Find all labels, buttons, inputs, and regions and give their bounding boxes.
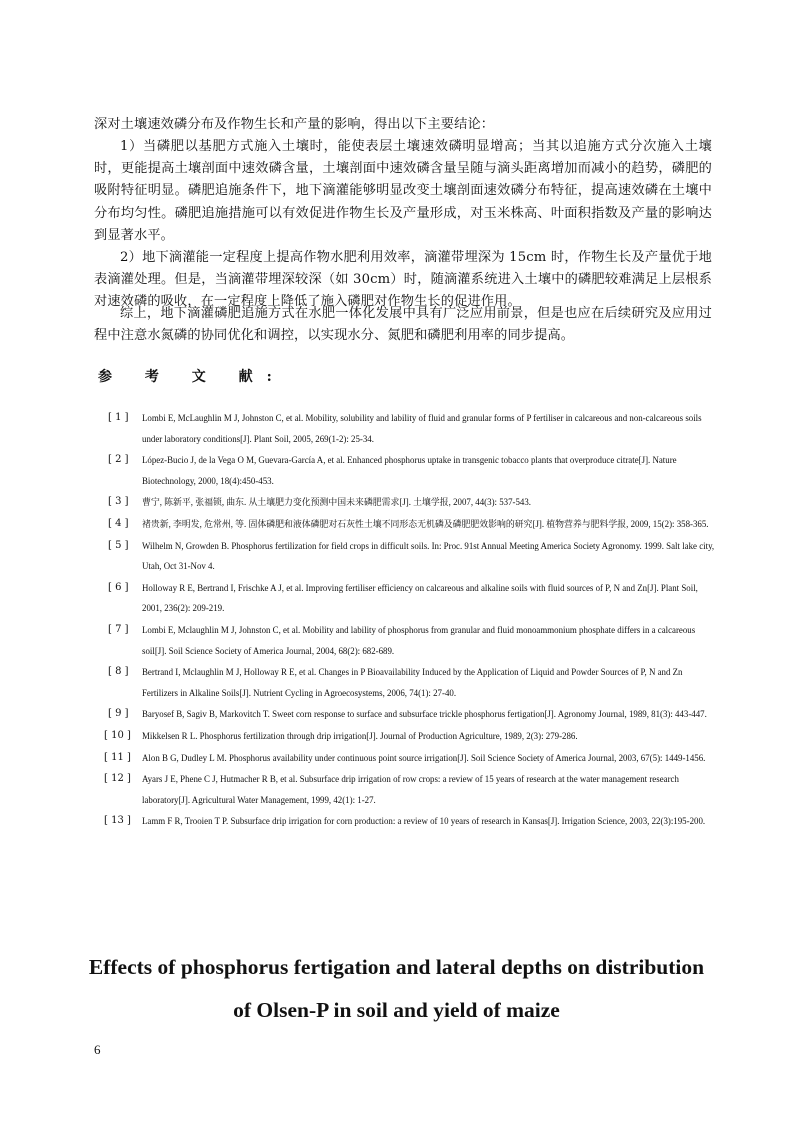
reference-text: Mikkelsen R L. Phosphorus fertilization through drip irrigation[J]. Journal of Production Agriculture, 1989, 2(3): 279-286. [142, 730, 578, 741]
conclusion-paragraph-2: 2）地下滴灌能一定程度上提高作物水肥利用效率，滴灌带埋深为 15cm 时，作物生长及产量优于地表滴灌处理。但是，当滴灌带埋深较深（如 30cm）时，随滴灌系统进入土壤中的磷肥较难满足上层根系对速效磷的吸收，在一定程度上降低了施入磷肥对作物生长的促进作用。 [94, 250, 712, 310]
reference-number: [ 2 ] [108, 454, 129, 466]
reference-item [108, 662, 720, 703]
reference-item [104, 748, 720, 769]
reference-text: Bertrand I, Mclaughlin M J, Holloway R E, et al. Changes in P Bioavailability Induced by the Application of Liquid and Powder Sources of P, N and Zn Fertilizers in Alkaline Soils[J]. Nutrient Cycling in Agroecosystems, 2006, 74(1): 27-40. [142, 667, 683, 698]
references-heading: 参 考 文 献: [98, 369, 286, 385]
reference-item [108, 536, 720, 577]
intro-paragraph: 深对土壤速效磷分布及作物生长和产量的影响，得出以下主要结论： [94, 117, 495, 132]
reference-item [108, 450, 720, 491]
reference-item [108, 704, 720, 725]
page-number: 6 [94, 1042, 101, 1057]
reference-item [108, 408, 720, 449]
reference-text: Ayars J E, Phene C J, Hutmacher R B, et al. Subsurface drip irrigation of row crops: a review of 15 years of research at the water management research laboratory[J]. Agricultural Water Management, 1999, 42(1): 1-27. [142, 774, 679, 805]
reference-number: [ 7 ] [108, 623, 129, 635]
reference-text: Baryosef B, Sagiv B, Markovitch T. Sweet corn response to surface and subsurface trickle phosphorus fertigation[J]. Agronomy Journal, 1989, 81(3): 443-447. [142, 709, 707, 720]
reference-text: Lombi E, McLaughlin M J, Johnston C, et al. Mobility, solubility and lability of fluid and granular forms of P fertiliser in calcareous and non-calcareous soils under laboratory conditions[J]. Plant Soil, 2005, 269(1-2): 25-34. [142, 413, 702, 444]
reference-item [108, 492, 720, 513]
reference-text: Lombi E, Mclaughlin M J, Johnston C, et al. Mobility and lability of phosphorus from granular and fluid monoammonium phosphate differs in a calcareous soil[J]. Soil Science Society of America Journal, 2004, 68(2): 682-689. [142, 624, 696, 656]
reference-text: Lamm F R, Trooien T P. Subsurface drip irrigation for corn production: a review of 10 years of research in Kansas[J]. Irrigation Science, 2003, 22(3):195-200. [142, 816, 706, 827]
reference-text: López-Bucio J, de la Vega O M, Guevara-García A, et al. Enhanced phosphorus uptake in transgenic tobacco plants that overproduce citrate[J]. Nature Biotechnology, 2000, 18(4):450-453. [142, 455, 677, 486]
reference-number: [ 3 ] [108, 496, 129, 508]
reference-number: [ 11 ] [104, 751, 131, 763]
reference-item [108, 514, 720, 535]
reference-number: [ 4 ] [108, 517, 129, 529]
reference-text: Holloway R E, Bertrand I, Frischke A J, et al. Improving fertiliser efficiency on calcareous and alkaline soils with fluid sources of P, N and Zn[J]. Plant Soil, 2001, 236(2): 209-219. [142, 582, 698, 614]
reference-number: [ 13 ] [104, 815, 131, 827]
reference-number: [ 10 ] [104, 729, 131, 741]
conclusion-paragraph-1: 1）当磷肥以基肥方式施入土壤时，能使表层土壤速效磷明显增高；当其以追施方式分次施入土壤时，更能提高土壤剖面中速效磷含量，土壤剖面中速效磷含量呈随与滴头距离增加而减小的趋势，磷肥的吸附特征明显。磷肥追施条件下，地下滴灌能够明显改变土壤剖面速效磷分布特征，提高速效磷在土壤中分布均匀性。磷肥追施措施可以有效促进作物生长及产量形成，对玉米株高、叶面积指数及产量的影响达到显著水平。 [94, 139, 712, 243]
reference-text: 曹宁, 陈新平, 张福锁, 曲东. 从土壤肥力变化预测中国未来磷肥需求[J]. 土壤学报, 2007, 44(3): 537-543. [142, 497, 532, 508]
reference-list [104, 408, 720, 833]
reference-item [104, 811, 720, 832]
reference-text: 褚贵新, 李明发, 危常州, 等. 固体磷肥和液体磷肥对石灰性土壤不同形态无机磷及磷肥肥效影响的研究[J]. 植物营养与肥料学报, 2009, 15(2): 358-365. [142, 518, 709, 529]
reference-item [104, 726, 720, 747]
reference-number: [ 9 ] [108, 708, 129, 720]
reference-text: Wilhelm N, Growden B. Phosphorus fertilization for field crops in difficult soils. In: Proc. 91st Annual Meeting America Society Agronomy. 1999. Salt lake city, Utah, Oct 31-Nov 4. [142, 540, 715, 572]
reference-text: Alon B G, Dudley L M. Phosphorus availability under continuous point source irrigation[J]. Soil Science Society of America Journal, 2003, 67(5): 1449-1456. [142, 752, 706, 763]
reference-item [108, 620, 720, 661]
reference-number: [ 12 ] [104, 773, 131, 785]
english-title-line-2: of Olsen-P in soil and yield of maize [233, 998, 560, 1022]
reference-number: [ 8 ] [108, 666, 129, 678]
reference-item [108, 578, 720, 619]
reference-number: [ 1 ] [108, 412, 129, 423]
reference-number: [ 5 ] [108, 539, 129, 551]
summary-paragraph: 综上，地下滴灌磷肥追施方式在水肥一体化发展中具有广泛应用前景，但是也应在后续研究及应用过程中注意水氮磷的协同优化和调控，以实现水分、氮肥和磷肥利用率的同步提高。 [94, 306, 712, 344]
reference-item [104, 769, 720, 810]
english-title-line-1: Effects of phosphorus fertigation and lateral depths on distribution [88, 955, 705, 979]
reference-number: [ 6 ] [108, 581, 129, 593]
